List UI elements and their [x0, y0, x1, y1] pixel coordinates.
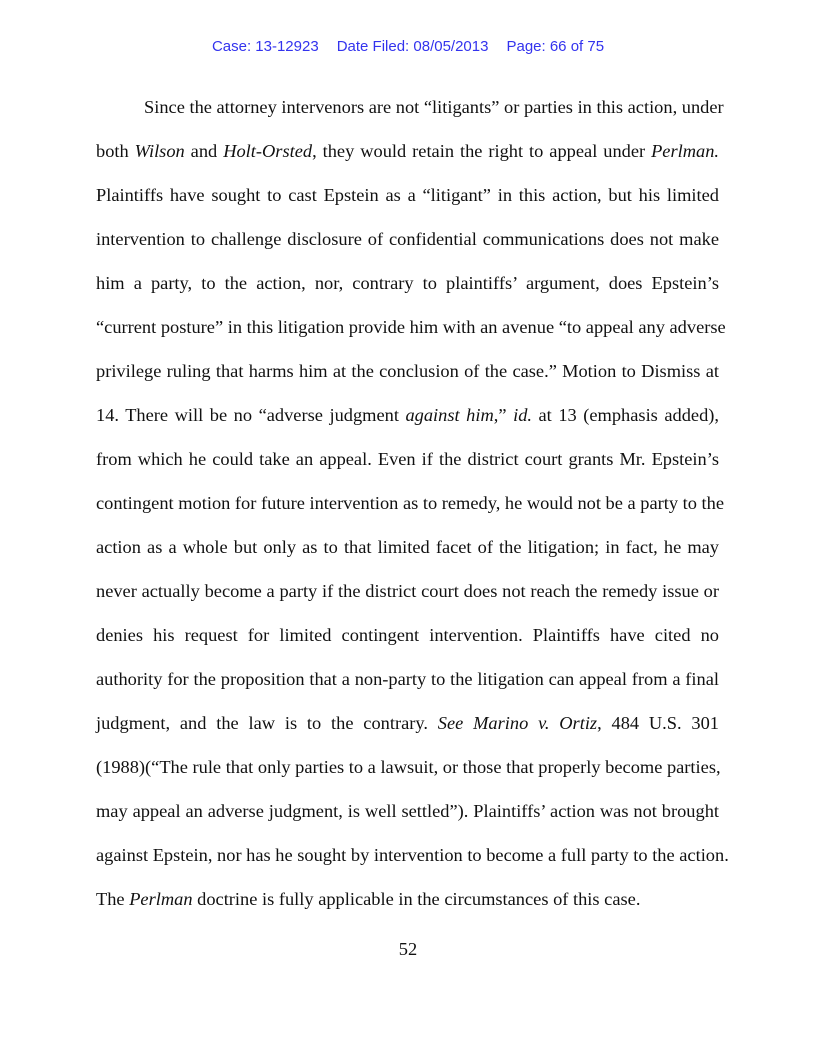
text-line	[96, 85, 724, 129]
text-line	[96, 657, 719, 701]
text-run: may appeal an adverse judgment, is well settled”). Plaintiffs’ action was not brought	[96, 801, 719, 821]
text-line	[96, 393, 719, 437]
text-run: , they would retain the right to appeal under	[312, 141, 652, 161]
text-run: 14. There will be no “adverse judgment	[96, 405, 406, 425]
text-line	[96, 129, 719, 173]
text-run: against Epstein, nor has he sought by intervention to become a full party to the action.	[96, 845, 729, 865]
text-line	[96, 349, 719, 393]
italic-citation: id.	[513, 405, 532, 425]
text-run: intervention to challenge disclosure of confidential communications does not make	[96, 229, 719, 249]
page-number: 52	[398, 939, 418, 959]
text-run: Since the attorney intervenors are not “litigants” or parties in this action, under	[144, 97, 724, 117]
text-run: (1988)(“The rule that only parties to a lawsuit, or those that properly become parties,	[96, 757, 721, 777]
text-line	[96, 701, 719, 745]
text-line	[96, 173, 719, 217]
italic-citation: Wilson	[134, 141, 185, 161]
italic-citation: Holt-Orsted	[223, 141, 313, 161]
case-header	[0, 38, 816, 55]
text-run: authority for the proposition that a non-party to the litigation can appeal from a final	[96, 669, 719, 689]
text-line	[96, 481, 725, 525]
text-run: both	[96, 141, 135, 161]
text-run: Plaintiffs have sought to cast Epstein as a “litigant” in this action, but his limited	[96, 185, 719, 205]
text-run: never actually become a party if the district court does not reach the remedy issue or	[96, 581, 719, 601]
text-line	[96, 569, 719, 613]
text-line	[96, 833, 729, 877]
italic-citation: Perlman	[129, 889, 193, 909]
text-line	[96, 261, 719, 305]
text-line	[96, 613, 719, 657]
text-line	[96, 525, 719, 569]
text-run: ,”	[493, 405, 514, 425]
page-indicator: Page: 66 of 75	[506, 38, 605, 55]
italic-citation: See Marino v. Ortiz	[437, 713, 598, 733]
text-run: and	[184, 141, 224, 161]
text-run: at 13 (emphasis added),	[531, 405, 720, 425]
text-run: privilege ruling that harms him at the conclusion of the case.” Motion to Dismiss at	[96, 361, 719, 381]
text-run: The	[96, 889, 130, 909]
text-line	[96, 437, 719, 481]
text-line	[96, 745, 719, 789]
text-run: action as a whole but only as to that limited facet of the litigation; in fact, he may	[96, 537, 719, 557]
text-line	[96, 305, 726, 349]
text-run: from which he could take an appeal. Even if the district court grants Mr. Epstein’s	[96, 449, 719, 469]
text-line	[96, 217, 719, 261]
text-run: doctrine is fully applicable in the circumstances of this case.	[192, 889, 641, 909]
body-paragraph	[96, 85, 729, 921]
text-run: contingent motion for future intervention as to remedy, he would not be a party to the	[96, 493, 725, 513]
italic-citation: Perlman.	[651, 141, 720, 161]
text-run: judgment, and the law is to the contrary.	[96, 713, 438, 733]
text-run: “current posture” in this litigation provide him with an avenue “to appeal any adverse	[96, 317, 726, 337]
text-line	[96, 877, 719, 921]
text-line	[96, 789, 719, 833]
date-filed: Date Filed: 08/05/2013	[336, 38, 489, 55]
italic-citation: against him	[405, 405, 494, 425]
text-run: him a party, to the action, nor, contrary to plaintiffs’ argument, does Epstein’s	[96, 273, 719, 293]
text-run: , 484 U.S. 301	[597, 713, 719, 733]
case-number: Case: 13-12923	[211, 38, 319, 55]
text-run: denies his request for limited contingent intervention. Plaintiffs have cited no	[96, 625, 719, 645]
